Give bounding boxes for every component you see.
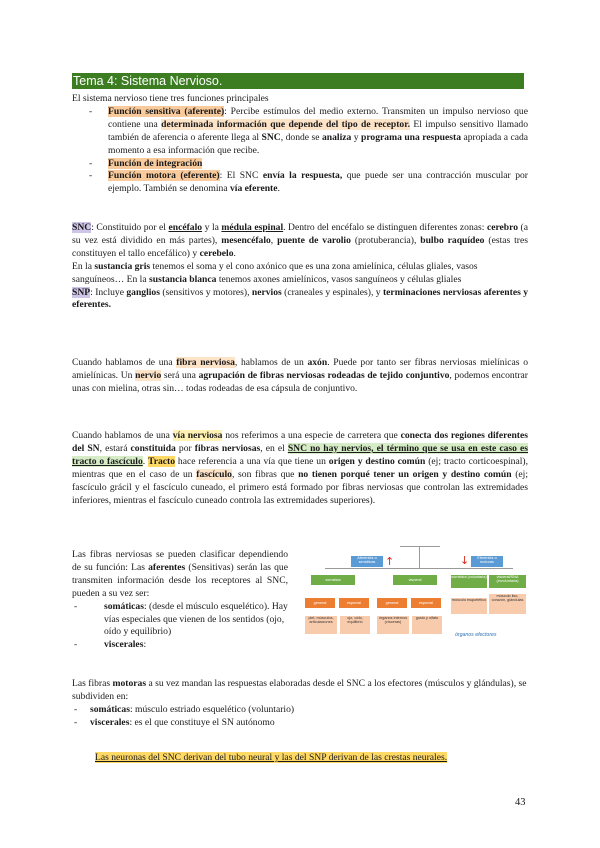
text-span: (ej; fascículo grácil y el fascículo cuneado, el primero está formado por fibras nerviosas que controlan las extremidades inferiores, mientras el fascículo cuneado controla las extremidades superiores). — [72, 468, 529, 506]
bold-span: aferentes — [148, 561, 186, 573]
text-span: . — [233, 247, 236, 259]
bold-span: encéfalo — [168, 222, 203, 233]
text-span: , en el — [260, 442, 288, 454]
text-span: , — [270, 234, 278, 246]
snc-label: SNC — [72, 222, 92, 233]
text-span: Las fibras — [72, 678, 113, 689]
text-span: tenemos el soma y el cono axónico que es una zona amielínica, células gliales, vasos sanguíneos… En la — [72, 260, 478, 285]
term-integration: Función de integración — [108, 157, 203, 169]
somatica-voluntaria-box: somática (voluntaria) — [451, 575, 487, 588]
visceral-involuntaria-box: visceral/SNA (involuntaria) — [489, 575, 526, 588]
bold-span: mesencéfalo — [221, 234, 271, 246]
text-span: (estas tres constituyen el tallo encefálico) y — [72, 234, 528, 259]
motor-fibers-paragraph — [72, 678, 528, 704]
substances-paragraph — [72, 261, 528, 287]
connector-line — [400, 546, 440, 547]
bold-span: vía eferente — [229, 183, 278, 195]
list-item-motor — [72, 170, 528, 196]
text-span: (Sensitivas) serán las que transmiten información desde los receptores al SNC, pueden a su vez ser: — [72, 561, 288, 599]
bold-span: no tienen porqué tener un origen y destino común — [298, 468, 512, 480]
text-span: . Dentro del encéfalo se distinguen diferentes zonas: — [283, 222, 487, 233]
text-span: (a su vez está dividido en más partes), — [72, 222, 529, 246]
text-span: (ej; tracto corticoespinal), mientras que en el caso de un — [72, 455, 528, 480]
bold-span: terminaciones nerviosas aferentes y eferentes. — [72, 286, 529, 311]
especial-box-2: especial — [411, 598, 441, 608]
bold-span: sustancia blanca — [149, 273, 217, 285]
bold-span: fascículo — [196, 468, 232, 480]
text-span: Las fibras nerviosas se pueden clasificar dependiendo de su función: Las — [72, 549, 288, 573]
snp-paragraph — [72, 287, 528, 313]
text-span: , son fibras que — [231, 468, 299, 480]
text-span: (sensitivos y motores), — [159, 286, 252, 298]
classification-section — [72, 549, 288, 652]
bold-span: puente de varolio — [277, 234, 351, 246]
bold-span: conecta dos regiones diferentes del SN — [72, 430, 528, 454]
sub-box-6: músculo liso, corazón, glándulas — [489, 594, 526, 614]
list-dash: - — [89, 105, 93, 117]
fiber-paragraph — [72, 357, 528, 396]
bold-span: Tracto — [148, 455, 176, 467]
text-span: hace referencia a una vía que tiene un — [175, 455, 329, 467]
text-span: que puede ser una contracción muscular por ejemplo. También se denomina — [108, 170, 529, 195]
text-span: : Incluye — [90, 286, 127, 298]
sub-box-4: gusto y olfato — [412, 616, 442, 634]
sub-box-1: piel, músculos, articulaciones — [305, 616, 337, 634]
list-dash: - — [89, 157, 93, 169]
text-span: nos referimos a una especie de carretera que — [222, 430, 401, 441]
text-span: : músculo estriado esquelético (voluntario) — [129, 703, 295, 715]
term-motor: Función motora (eferente) — [108, 170, 220, 182]
bold-span: ganglios — [126, 286, 160, 298]
general-box-2: general — [377, 598, 407, 608]
list-dash: - — [74, 716, 78, 728]
text-span: Cuando hablamos de una — [72, 430, 173, 441]
bold-span: programa una respuesta — [361, 131, 461, 143]
sub-box-2: ojo, oído, equilibrio — [340, 616, 370, 634]
page-number: 43 — [515, 797, 526, 808]
text-span: por — [175, 442, 195, 454]
text-span: : Constituido por el — [91, 222, 169, 233]
bold-span: viscerales — [104, 639, 144, 651]
snp-label: SNP — [72, 286, 91, 298]
pathway-paragraph — [72, 430, 528, 507]
list-item-afferent-somatic — [72, 601, 288, 640]
note-text: Las neuronas del SNC derivan del tubo neural y las del SNP derivan de las crestas neurales. — [95, 752, 448, 763]
effectors-caption: órganos efectores — [455, 632, 497, 638]
text-span: , estará — [99, 442, 131, 454]
text-span: : Percibe estímulos del medio externo. Transmiten un impulso nervioso que contiene una — [108, 105, 528, 130]
text-span: y la — [202, 222, 222, 233]
bold-span: origen y destino común — [328, 455, 426, 467]
sub-box-5: músculo esquelético — [451, 598, 487, 614]
visceral-box: visceral — [393, 575, 437, 585]
bold-span: motoras — [112, 678, 147, 689]
bold-span: SNC — [261, 131, 281, 143]
bold-span: bulbo raquídeo — [420, 234, 485, 246]
text-span: , donde se — [280, 131, 322, 143]
bold-span: constituida — [130, 442, 176, 454]
bold-span: sustancia gris — [94, 260, 151, 272]
bold-span: nervio — [135, 369, 162, 381]
bold-span: cerebro — [486, 222, 519, 233]
text-span: . — [142, 455, 149, 467]
list-dash: - — [74, 703, 78, 715]
list-dash: - — [89, 170, 93, 182]
list-item-motor-somatic — [72, 704, 528, 717]
functions-section — [72, 93, 528, 196]
bold-span: agrupación de fibras nerviosas rodeadas de tejido conjuntivo — [198, 369, 450, 381]
bold-span: fibra nerviosa — [176, 357, 235, 368]
bold-span: fibras nerviosas — [194, 442, 261, 454]
term-sensitive: Función sensitiva (aferente) — [108, 105, 225, 117]
list-dash: - — [74, 600, 78, 612]
arrow-down-icon: ↓ — [460, 554, 470, 567]
text-span: : El SNC — [219, 170, 263, 182]
bold-span: somáticas — [104, 600, 144, 612]
intro-text: El sistema nervioso tiene tres funciones principales — [72, 93, 269, 104]
bold-span: axón — [307, 357, 328, 368]
connector-line — [419, 547, 420, 569]
text-span: : (desde el músculo esquelético). Hay vías especiales que vienen de los sentidos (ojo, oído y equilibrio) — [104, 600, 288, 638]
text-span: , hablamos de un — [234, 357, 308, 368]
afferent-box: Aferentes o sensitivas — [351, 556, 383, 567]
list-item-afferent-visceral — [72, 639, 288, 652]
text-span: El impulso sensitivo llamado también de aferencia o aferente llega al — [108, 118, 528, 143]
bold-span: somáticas — [90, 703, 130, 715]
text-span: Cuando hablamos de una — [72, 357, 177, 368]
motor-fibers-section — [72, 678, 528, 730]
list-item-motor-visceral — [72, 717, 528, 730]
pathway-section — [72, 430, 528, 507]
arrow-up-icon: ↑ — [385, 555, 395, 568]
bold-span: vía nerviosa — [172, 430, 223, 441]
text-span: : es el que constituye el SN autónomo — [129, 716, 275, 728]
neural-origin-note — [95, 752, 515, 765]
text-span: . Puede por tanto ser fibras nerviosas mielínicas o amielínicas. Un — [72, 357, 528, 381]
snc-paragraph — [72, 222, 528, 261]
bold-span: médula espinal — [221, 222, 284, 233]
text-span: En la — [72, 260, 95, 272]
sub-box-3: órganos internos (vísceras) — [377, 616, 409, 634]
text-span: y — [351, 131, 362, 143]
bold-span: analiza — [321, 131, 352, 143]
general-box-1: general — [305, 598, 335, 608]
list-dash: - — [74, 639, 78, 651]
bold-span: cerebelo — [199, 247, 234, 259]
text-span: tenemos axones amielínicos, vasos sanguíneos y células gliales — [216, 273, 462, 285]
text-span: será una — [161, 369, 199, 381]
text-span: , podemos encontrar unas con mielina, otras sin… todas rodeadas de esa cápsula de conjuntivo. — [72, 369, 529, 394]
list-item-integration — [72, 158, 528, 171]
text-span: (protuberancia), — [350, 234, 421, 246]
text-span: : — [143, 639, 147, 651]
snc-snp-section — [72, 222, 528, 312]
list-item-sensitive — [72, 106, 528, 158]
somatica-box: somática — [311, 575, 355, 585]
bold-span: envía la respuesta, — [262, 170, 343, 182]
section-title: Tema 4: Sistema Nervioso. — [72, 73, 524, 89]
efferent-box: Eferentes o motoras — [471, 556, 503, 567]
bold-span: viscerales — [90, 716, 130, 728]
classification-paragraph — [72, 549, 288, 601]
especial-box-1: especial — [339, 598, 369, 608]
fiber-section — [72, 357, 528, 396]
text-span: apropiada a cada momento a esa información que recibe. — [108, 131, 529, 156]
bold-span: SNC no hay nervios, el término que se usa en este caso es tracto o fascículo — [72, 442, 529, 467]
text-span: (craneales y espinales), y — [281, 286, 383, 298]
bold-span: nervios — [251, 286, 282, 298]
text-span: . — [277, 183, 280, 195]
bold-span: determinada información que depende del tipo de receptor. — [161, 118, 410, 130]
nervous-fibers-diagram — [305, 546, 527, 646]
text-span: a su vez mandan las respuestas elaboradas desde el SNC a los efectores (músculos y glándulas), se subdividen en: — [72, 678, 527, 702]
